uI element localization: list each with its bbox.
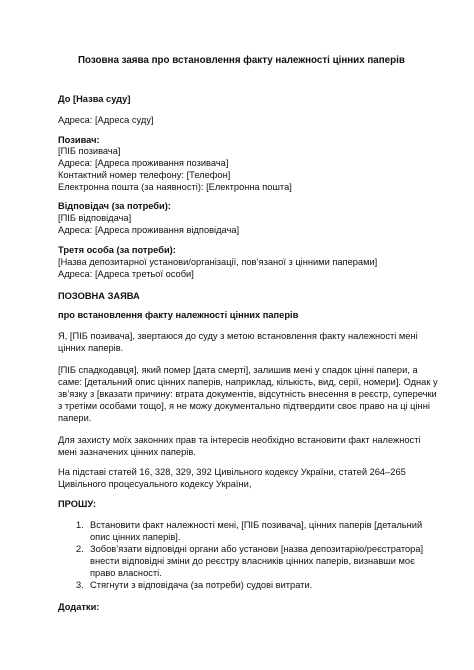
claim-subheading: про встановлення факту належності цінних паперів — [58, 310, 299, 320]
court-address: Адреса: [Адреса суду] — [58, 115, 154, 125]
paragraph-line: мені зазначених цінних паперів. — [58, 447, 196, 457]
defendant-line: [ПІБ відповідача] — [58, 213, 132, 223]
paragraph-line: [ПІБ спадкодавця], який помер [дата смерті], залишив мені у спадок цінні папери, а — [58, 365, 418, 375]
request-line: внести відповідні зміни до реєстру власників цінних паперів, визнавши моє — [90, 556, 415, 566]
plaintiff-line: Контактний номер телефону: [Телефон] — [58, 170, 231, 180]
paragraph-line: папери. — [58, 413, 92, 423]
defendant-heading: Відповідач (за потреби): — [58, 201, 171, 211]
plaintiff-heading: Позивач: — [58, 135, 100, 145]
paragraph-line: з третіми особами тощо], я не можу документально підтвердити своє право на ці цінні — [58, 401, 430, 411]
plaintiff-line: Електронна пошта (за наявності): [Електронна пошта] — [58, 182, 292, 192]
request-line: Стягнути з відповідача (за потреби) судові витрати. — [90, 580, 313, 590]
request-number: 2. — [76, 544, 84, 554]
request-heading: ПРОШУ: — [58, 499, 96, 509]
paragraph-line: Цивільного процесуального кодексу України, — [58, 479, 252, 489]
request-line: опис цінних паперів]. — [90, 532, 181, 542]
paragraph-line: На підставі статей 16, 328, 329, 392 Цивільного кодексу України, статей 264–265 — [58, 467, 406, 477]
plaintiff-line: Адреса: [Адреса проживання позивача] — [58, 158, 229, 168]
request-line: Зобов’язати відповідні органи або установи [назва депозитарію/реєстратора] — [90, 544, 424, 554]
request-line: право власності. — [90, 568, 162, 578]
paragraph-line: саме: [детальний опис цінних паперів, наприклад, кількість, вид, серії, номери]. Однак у — [58, 377, 438, 387]
paragraph-line: Для захисту моїх законних прав та інтересів необхідно встановити факт належності — [58, 435, 421, 445]
request-line: Встановити факт належності мені, [ПІБ позивача], цінних паперів [детальний — [90, 520, 423, 530]
document-title: Позовна заява про встановлення факту належності цінних паперів — [78, 55, 405, 66]
claim-heading: ПОЗОВНА ЗАЯВА — [58, 291, 140, 301]
request-number: 3. — [76, 580, 84, 590]
paragraph-line: Я, [ПІБ позивача], звертаюся до суду з метою встановлення факту належності мені — [58, 331, 418, 341]
third-party-line: [Назва депозитарної установи/організації, пов’язаної з цінними паперами] — [58, 257, 378, 267]
defendant-line: Адреса: [Адреса проживання відповідача] — [58, 225, 240, 235]
third-party-line: Адреса: [Адреса третьої особи] — [58, 269, 194, 279]
paragraph-line: зв’язку з [вказати причину: втрата документів, відсутність внесення в реєстр, суперечки — [58, 389, 437, 399]
third-party-heading: Третя особа (за потреби): — [58, 245, 176, 255]
plaintiff-line: [ПІБ позивача] — [58, 146, 121, 156]
attachments-heading: Додатки: — [58, 602, 100, 612]
paragraph-line: цінних паперів. — [58, 343, 124, 353]
request-number: 1. — [76, 520, 84, 530]
court-name: До [Назва суду] — [58, 94, 131, 104]
